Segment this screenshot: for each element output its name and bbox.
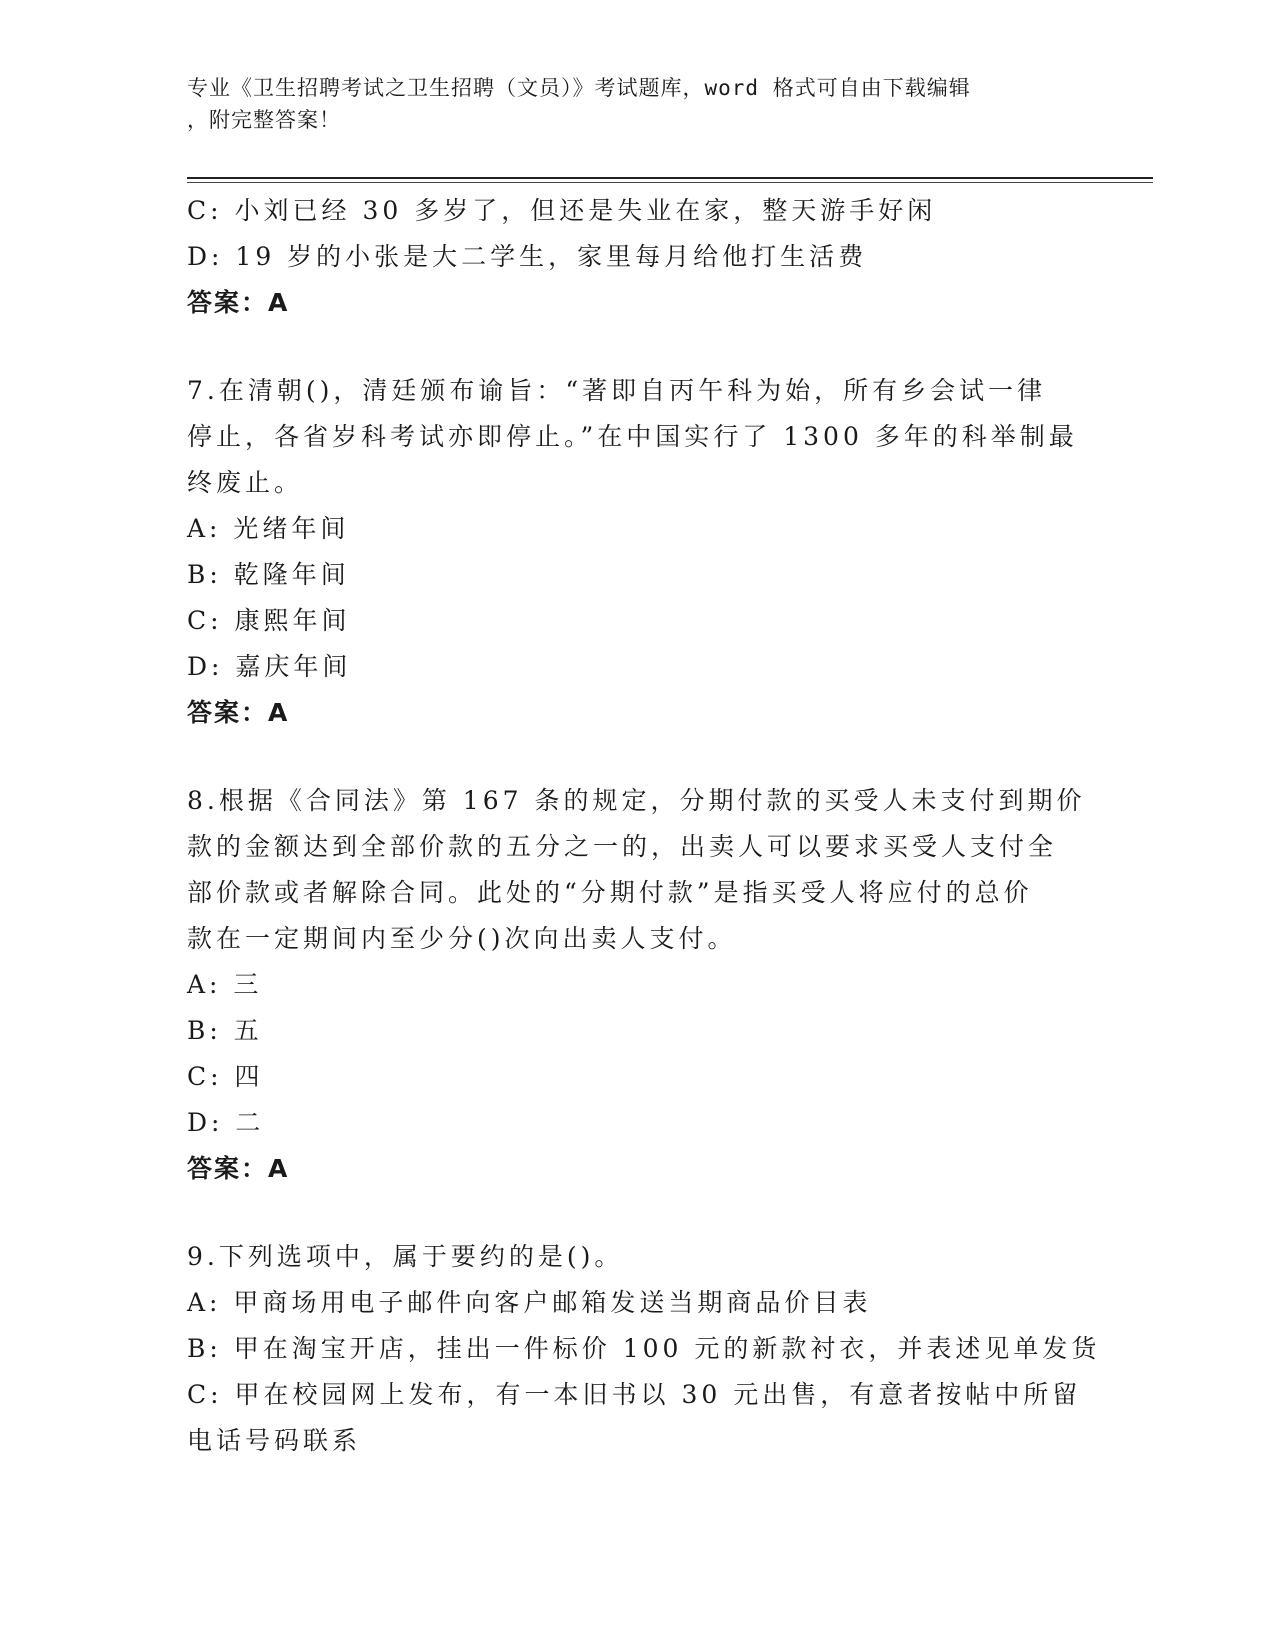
option-d: D: 19 岁的小张是大二学生，家里每月给他打生活费 [187, 242, 868, 271]
header-rule-thin [187, 182, 1153, 183]
question-stem-line: 8.根据《合同法》第 167 条的规定，分期付款的买受人未支付到期价 [187, 786, 1086, 815]
option-c: C: 甲在校园网上发布，有一本旧书以 30 元出售，有意者按帖中所留 [187, 1380, 1082, 1409]
question-stem-line: 款在一定期间内至少分()次向出卖人支付。 [187, 924, 737, 953]
answer-line: 答案：A [187, 698, 290, 727]
option-a: A: 甲商场用电子邮件向客户邮箱发送当期商品价目表 [187, 1288, 872, 1317]
question-stem-line: 9.下列选项中，属于要约的是()。 [187, 1242, 624, 1271]
spacer [187, 1192, 1087, 1234]
option-b: B: 五 [187, 1016, 263, 1045]
question-9 [187, 1234, 1101, 1464]
question-stem-line: 7.在清朝()，清廷颁布谕旨：“著即自丙午科为始，所有乡会试一律 [187, 376, 1047, 405]
option-c: C: 小刘已经 30 多岁了，但还是失业在家，整天游手好闲 [187, 196, 937, 225]
document-body [187, 188, 1101, 1464]
option-b: B: 乾隆年间 [187, 560, 350, 589]
spacer [187, 736, 1087, 778]
header-line-2: ，附完整答案！ [187, 108, 341, 132]
answer-line: 答案：A [187, 288, 290, 317]
option-a: A: 光绪年间 [187, 514, 350, 543]
option-c-continuation: 电话号码联系 [187, 1426, 362, 1455]
spacer [187, 326, 1087, 368]
page-header [187, 72, 1067, 136]
question-8 [187, 778, 1087, 1192]
question-stem-line: 终废止。 [187, 468, 304, 497]
option-c: C: 康熙年间 [187, 606, 351, 635]
answer-line: 答案：A [187, 1154, 290, 1183]
header-rule-thick [187, 177, 1153, 179]
option-b: B: 甲在淘宝开店，挂出一件标价 100 元的新款衬衣，并表述见单发货 [187, 1334, 1101, 1363]
option-d: D: 嘉庆年间 [187, 652, 352, 681]
question-stem-line: 款的金额达到全部价款的五分之一的，出卖人可以要求买受人支付全 [187, 832, 1058, 861]
option-d: D: 二 [187, 1108, 265, 1137]
option-c: C: 四 [187, 1062, 264, 1091]
question-stem-line: 停止，各省岁科考试亦即停止。”在中国实行了 1300 多年的科举制最 [187, 422, 1078, 451]
header-line-1: 专业《卫生招聘考试之卫生招聘（文员）》考试题库，word 格式可自由下载编辑 [187, 76, 971, 100]
question-7 [187, 368, 1087, 736]
question-6 [187, 188, 1087, 326]
option-a: A: 三 [187, 970, 263, 999]
question-stem-line: 部价款或者解除合同。此处的“分期付款”是指买受人将应付的总价 [187, 878, 1033, 907]
